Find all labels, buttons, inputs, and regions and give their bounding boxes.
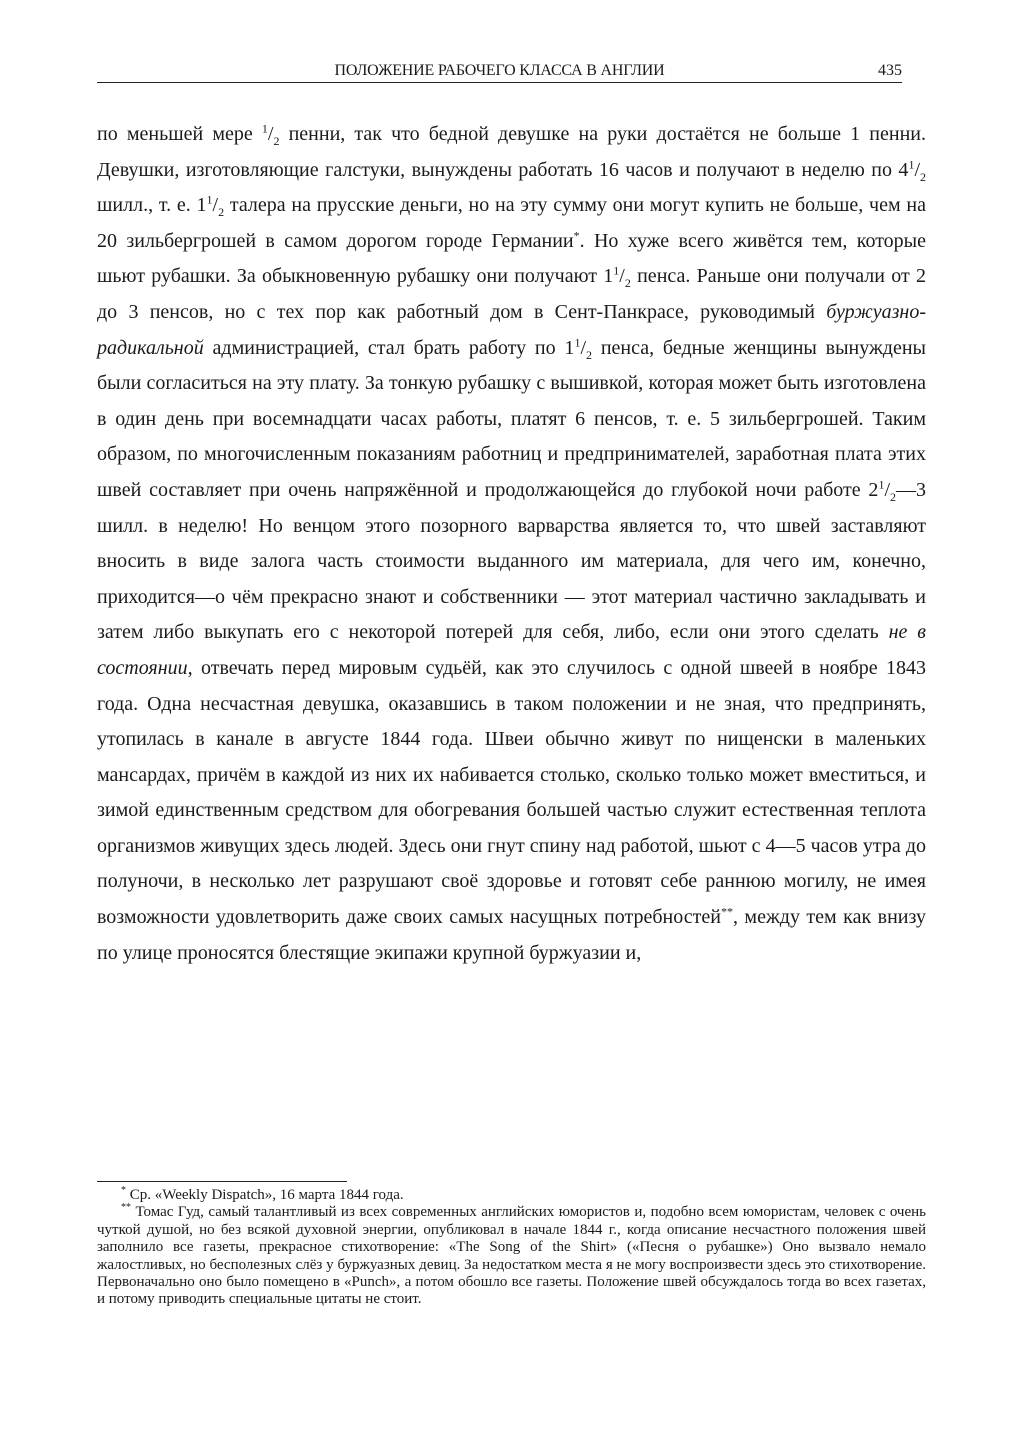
footnote-text: Ср. «Weekly Dispatch», 16 марта 1844 года.: [126, 1187, 404, 1203]
fraction-numerator: 1: [206, 192, 213, 207]
fraction-numerator: 1: [613, 263, 620, 278]
fraction-denominator: 2: [624, 276, 631, 291]
footnotes: [97, 1187, 926, 1309]
text-run: пенса. Раньше они получали от 2 до 3 пенсов, но с тех пор как работный дом в Сент-Панкрасе, руководимый: [97, 265, 926, 323]
text-run: , между тем как внизу по улице проносятся блестящие экипажи крупной буржуазии и,: [97, 906, 926, 964]
text-run: талера на прусские деньги, но на эту сумму они могут купить не больше, чем на 20 зильбергрошей в самом дорогом городе Германии: [97, 194, 926, 252]
main-text: [97, 117, 926, 971]
footnote-text: Томас Гуд, самый талантливый из всех современных английских юмористов и, подобно всем юмористам, человек с очень чуткой душой, но без всякой духовной энергии, опубликовал в начале 1844 г., когда описание несчастного положения швей заполнило все газеты, прекрасное стихотворение: «The Song of the Shirt» («Песня о рубашке») Оно вызвало немало жалостливых, но бесполезных слёз у буржуазных девиц. За недостатком места я не могу воспроизвести здесь это стихотворение. Первоначально оно было помещено в «Punch», а потом обошло все газеты. Положение швей обсуждалось тогда во всех газетах, и потому приводить специальные цитаты не стоит.: [97, 1204, 926, 1308]
running-header: [97, 60, 902, 83]
text-run: . Но хуже всего живётся тем, которые шьют рубашки. За обыкновенную рубашку они получают 1: [97, 229, 926, 288]
footnote-marker: *: [121, 1185, 126, 1196]
footnote-marker: *: [573, 228, 580, 243]
fraction-numerator: 1: [574, 334, 581, 349]
italic-text: буржуазно-радикальной: [97, 300, 926, 359]
text-run: шилл., т. е. 1: [97, 194, 207, 217]
text-run: пенни, так что бедной девушке на руки достаётся не больше 1 пенни. Девушки, изготовляющие галстуки, вынуждены работать 16 часов и получают в неделю по 4: [97, 123, 926, 181]
text-run: пенса, бедные женщины вынуждены были согласиться на эту плату. За тонкую рубашку с вышивкой, которая может быть изготовлена в один день при восемнадцати часах работы, платят 6 пенсов, т. е. 5 зильбергрошей. Таким образом, по многочисленным показаниям работниц и предпринимателей, заработная плата этих швей составляет при очень напряжённой и продолжающейся до глубокой ночи работе 2: [97, 336, 926, 501]
text-run: отвечать перед мировым судьёй, как это случилось с одной швеей в ноябре 1843 года. Одна несчастная девушка, оказавшись в таком положении и не зная, что предпринять, утопилась в канале в августе 1844 года. Швеи обычно живут по нищенски в маленьких мансардах, причём в каждой из них их набивается столько, сколько только может вместиться, и зимой единственным средством для обогревания большей частью служит естественная теплота организмов живущих здесь людей. Здесь они гнут спину над работой, шьют с 4—5 часов утра до полуночи, в несколько лет разрушают своё здоровье и готовят себе раннюю могилу, не имея возможности удовлетворить даже своих самых насущных потребностей: [97, 656, 926, 929]
footnote-separator: [97, 1181, 347, 1182]
fraction-numerator: 1: [878, 477, 885, 492]
paragraph: по меньшей мере $^1/_2$ пенни, так что бедной девушке на руки достаётся не больше 1 пенни. Девушки, изготовляющие галстуки, вынуждены работать 16 часов и получают в неделю по $4^1/_2$ шилл., т. е. $1^1/_2$ талера на прусские деньги, но на эту сумму они могут купить не больше, чем на 20 зильбергрошей в самом дорогом городе Германии*. Но хуже всего живётся тем, которые шьют рубашки. За обыкновенную рубашку они получают $1^1/_2$ пенса. Раньше они получали от 2 до 3 пенсов, но с тех пор как работный дом в Сент-Панкрасе, руководимый буржуазно-радикальной администрацией, стал брать работу по $1^1/_2$ пенса, бедные женщины вынуждены были согласиться на эту плату. За тонкую рубашку с вышивкой, которая может быть изготовлена в один день при восемнадцати часах работы, платят 6 пенсов, т. е. 5 зильбергрошей. Таким образом, по многочисленным показаниям работниц и предпринимателей, заработная плата этих швей составляет при очень напряжённой и продолжающейся до глубокой ночи работе $2^1/_2—3$ шилл. в неделю! Но венцом этого позорного варварства является то, что швей заставляют вносить в виде залога часть стоимости выданного им материала, для чего им, конечно, приходится—о чём прекрасно знают и собственники — этот материал частично закладывать и затем либо выкупать его с некоторой потерей для себя, либо, если они этого сделать не в состоянии, отвечать перед мировым судьёй, как это случилось с одной швеей в ноябре 1843 года. Одна несчастная девушка, оказавшись в таком положении и не зная, что предпринять, утопилась в канале в августе 1844 года. Швеи обычно живут по нищенски в маленьких мансардах, причём в каждой из них их набивается столько, сколько только может вместиться, и зимой единственным средством для обогревания большей частью служит естественная теплота организмов живущих здесь людей. Здесь они гнут спину над работой, шьют с 4—5 часов утра до полуночи, в несколько лет разрушают своё здоровье и готовят себе раннюю могилу, не имея возможности удовлетворить даже своих самых насущных потребностей**, между тем как внизу по улице проносятся блестящие экипажи крупной буржуазии и,: [97, 121, 926, 964]
italic-text: не в состоянии,: [97, 621, 926, 679]
text-run: администрацией, стал брать работу по 1: [203, 336, 575, 359]
fraction-denominator: 2: [218, 205, 225, 220]
fraction-numerator: 1: [908, 156, 915, 171]
footnote-marker: **: [121, 1202, 131, 1214]
fraction-denominator: 2: [920, 169, 926, 184]
footnote-marker: **: [720, 904, 733, 919]
fraction-denominator: 2: [273, 134, 280, 148]
footnote-1: [97, 1187, 926, 1204]
fraction-denominator: 2: [890, 489, 896, 504]
page-number: 435: [878, 62, 902, 79]
footnote-2: [97, 1204, 926, 1308]
header-title: ПОЛОЖЕНИЕ РАБОЧЕГО КЛАССА В АНГЛИИ: [334, 62, 665, 79]
fraction-numerator: 1: [261, 121, 268, 136]
fraction-denominator: 2: [586, 347, 592, 362]
text-run: —3 шилл. в неделю! Но венцом этого позорного варварства является то, что швей заставляют вносить в виде залога часть стоимости выданного им материала, для чего им, конечно, приходится—о чём прекрасно знают и собственники — этот материал частично закладывать и затем либо выкупать его с некоторой потерей для себя, либо, если они этого сделать: [97, 478, 926, 644]
text-run: по меньшей мере: [97, 123, 262, 145]
